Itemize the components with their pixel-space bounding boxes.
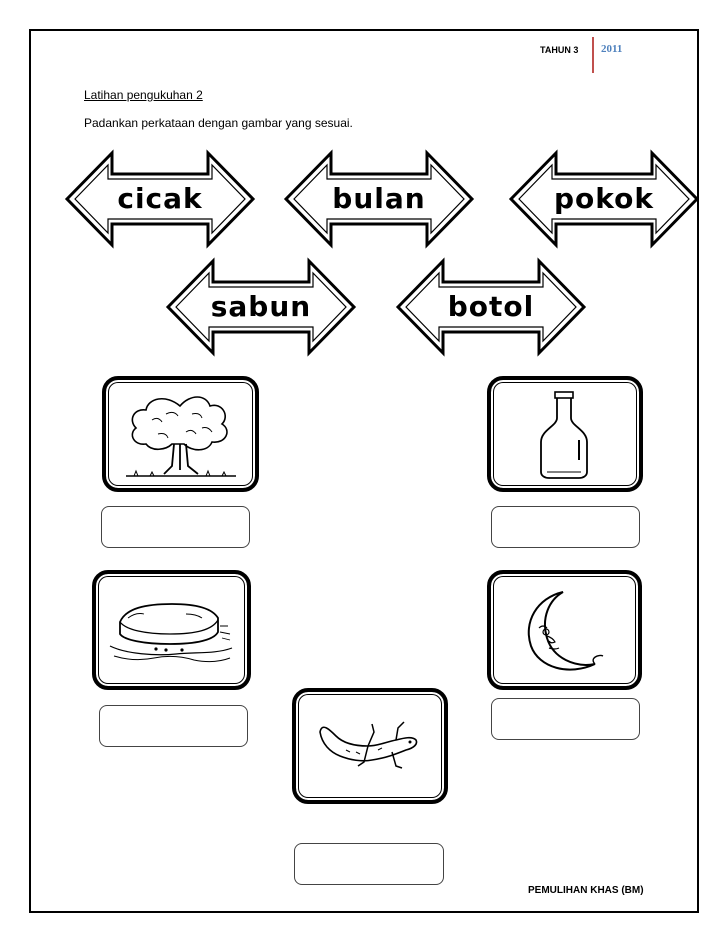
instruction-text: Padankan perkataan dengan gambar yang sesuai. bbox=[84, 116, 353, 130]
picture-card-moon[interactable] bbox=[487, 570, 642, 690]
soap-icon bbox=[96, 574, 247, 686]
lizard-icon bbox=[296, 692, 444, 800]
answer-box-3[interactable] bbox=[99, 705, 248, 747]
picture-card-lizard[interactable] bbox=[292, 688, 448, 804]
answer-box-5[interactable] bbox=[294, 843, 444, 885]
word-arrow-bulan[interactable] bbox=[285, 152, 473, 246]
answer-box-1[interactable] bbox=[101, 506, 250, 548]
bottle-icon bbox=[491, 380, 639, 488]
word-arrow-sabun[interactable] bbox=[167, 260, 355, 354]
answer-box-4[interactable] bbox=[491, 698, 640, 740]
footer-label: PEMULIHAN KHAS (BM) bbox=[528, 885, 644, 896]
header-divider bbox=[592, 37, 594, 73]
word-label-sabun: sabun bbox=[210, 290, 312, 323]
moon-icon bbox=[491, 574, 638, 686]
word-arrow-cicak[interactable] bbox=[66, 152, 254, 246]
word-label-cicak: cicak bbox=[117, 182, 203, 215]
picture-card-tree[interactable] bbox=[102, 376, 259, 492]
word-label-bulan: bulan bbox=[332, 182, 426, 215]
word-arrow-botol[interactable] bbox=[397, 260, 585, 354]
answer-box-2[interactable] bbox=[491, 506, 640, 548]
picture-card-soap[interactable] bbox=[92, 570, 251, 690]
picture-card-bottle[interactable] bbox=[487, 376, 643, 492]
word-label-botol: botol bbox=[447, 290, 535, 323]
exercise-title: Latihan pengukuhan 2 bbox=[84, 88, 203, 102]
word-label-pokok: pokok bbox=[553, 182, 654, 215]
word-arrow-pokok[interactable] bbox=[510, 152, 698, 246]
header-year: 2011 bbox=[601, 43, 623, 55]
header-grade: TAHUN 3 bbox=[540, 45, 579, 55]
tree-icon bbox=[106, 380, 255, 488]
